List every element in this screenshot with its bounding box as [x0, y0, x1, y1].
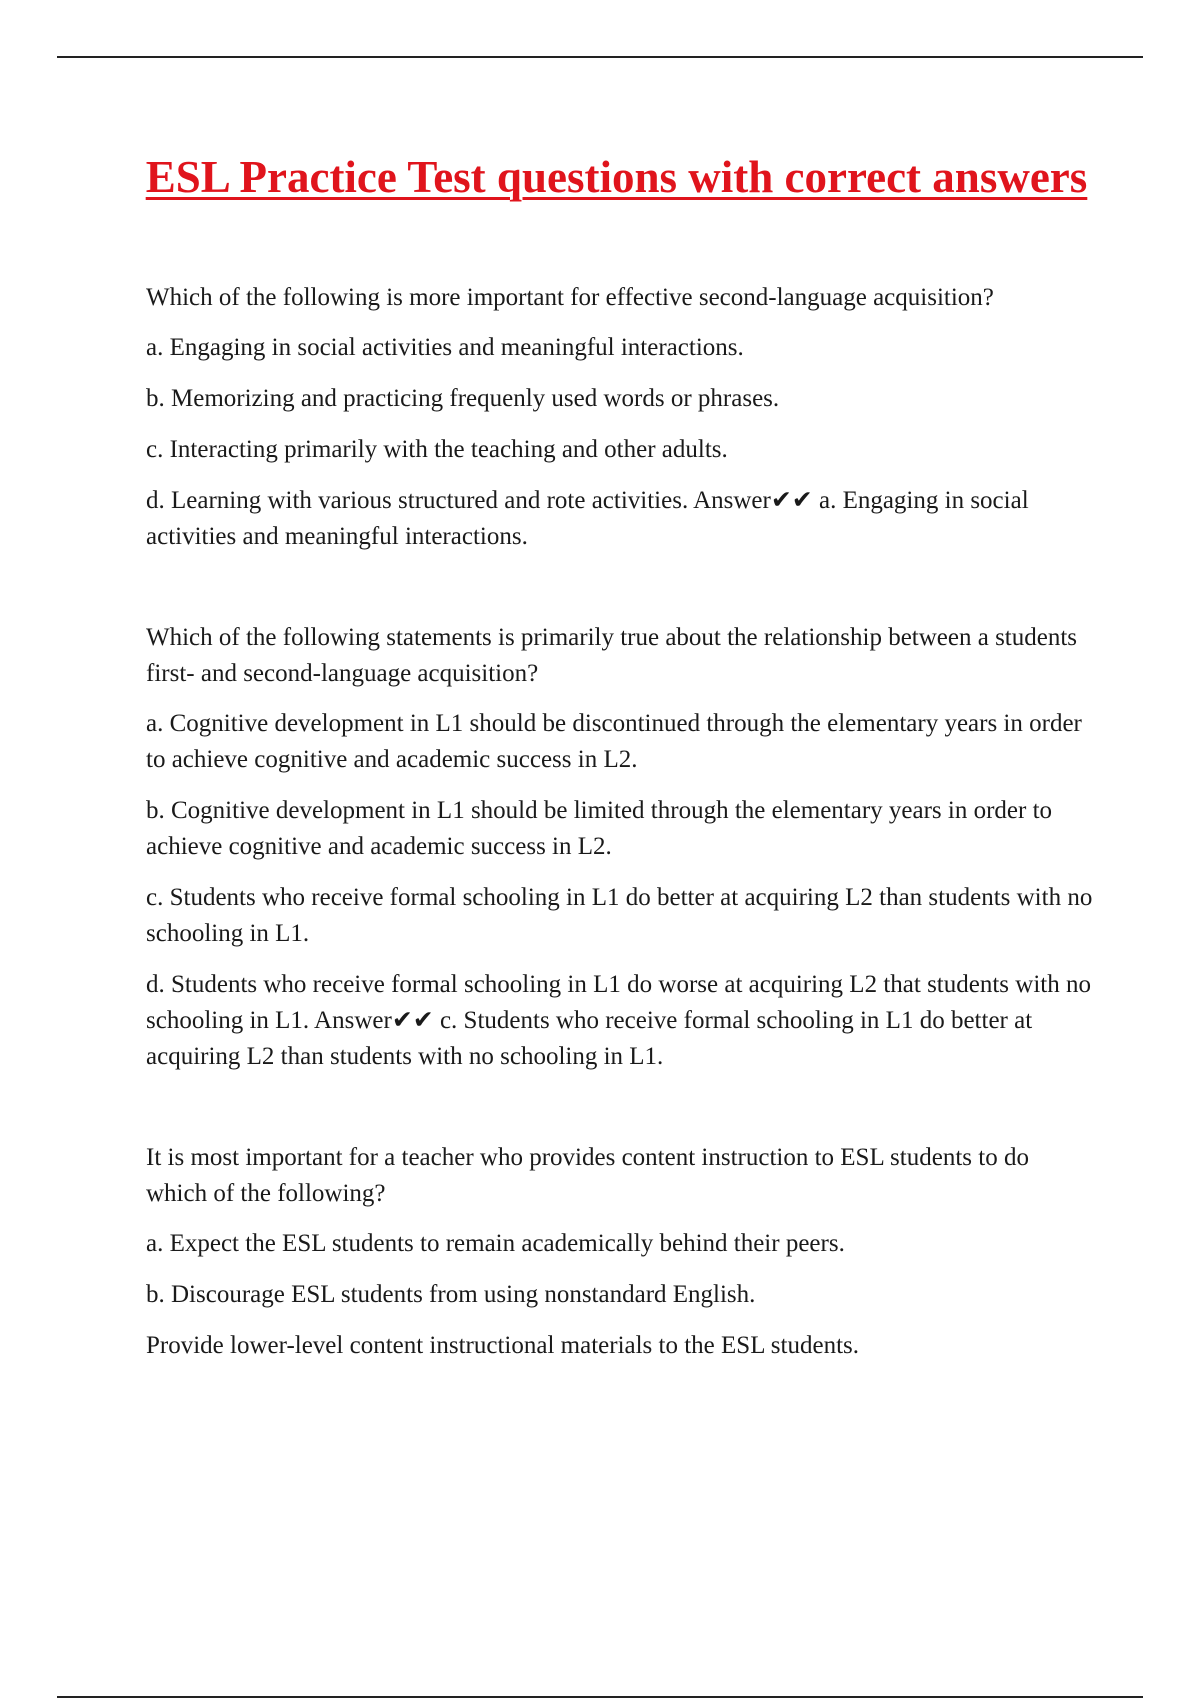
- answer-option: a. Engaging in social activities and meaningful interactions.: [146, 334, 744, 361]
- question-2: [146, 620, 1096, 1075]
- answer-option: b. Discourage ESL students from using nonstandard English.: [146, 1281, 756, 1308]
- answer-option-with-answer: d. Learning with various structured and rote activities. Answer✔✔ a. Engaging in social activities and meaningful interactions.: [146, 487, 1029, 550]
- document-body: [146, 280, 1096, 1364]
- answer-option: b. Cognitive development in L1 should be limited through the elementary years in order to achieve cognitive and academic success in L2.: [146, 797, 1053, 860]
- question-3: [146, 1140, 1096, 1364]
- question-text: Which of the following statements is primarily true about the relationship between a students first- and second-language acquisition?: [146, 624, 1078, 687]
- answer-option: c. Students who receive formal schooling in L1 do better at acquiring L2 than students with no schooling in L1.: [146, 884, 1093, 947]
- answer-option-with-answer: d. Students who receive formal schooling in L1 do worse at acquiring L2 that students with no schooling in L1. Answer✔✔ c. Students who receive formal schooling in L1 do better at acquiring L2 than students with no schooling in L1.: [146, 971, 1091, 1070]
- question-text: It is most important for a teacher who provides content instruction to ESL students to do which of the following?: [146, 1144, 1029, 1207]
- top-rule: [57, 56, 1143, 58]
- answer-option: a. Expect the ESL students to remain academically behind their peers.: [146, 1230, 845, 1257]
- answer-option: Provide lower-level content instructional materials to the ESL students.: [146, 1332, 859, 1359]
- question-1: [146, 280, 1096, 555]
- bottom-rule: [57, 1696, 1143, 1698]
- answer-option: c. Interacting primarily with the teaching and other adults.: [146, 436, 728, 463]
- answer-option: a. Cognitive development in L1 should be discontinued through the elementary years in order to achieve cognitive and academic success in L2.: [146, 710, 1082, 773]
- answer-option: b. Memorizing and practicing frequenly used words or phrases.: [146, 385, 780, 412]
- question-text: Which of the following is more important for effective second-language acquisition?: [146, 284, 994, 311]
- document-title: ESL Practice Test questions with correct answers: [145, 152, 1088, 202]
